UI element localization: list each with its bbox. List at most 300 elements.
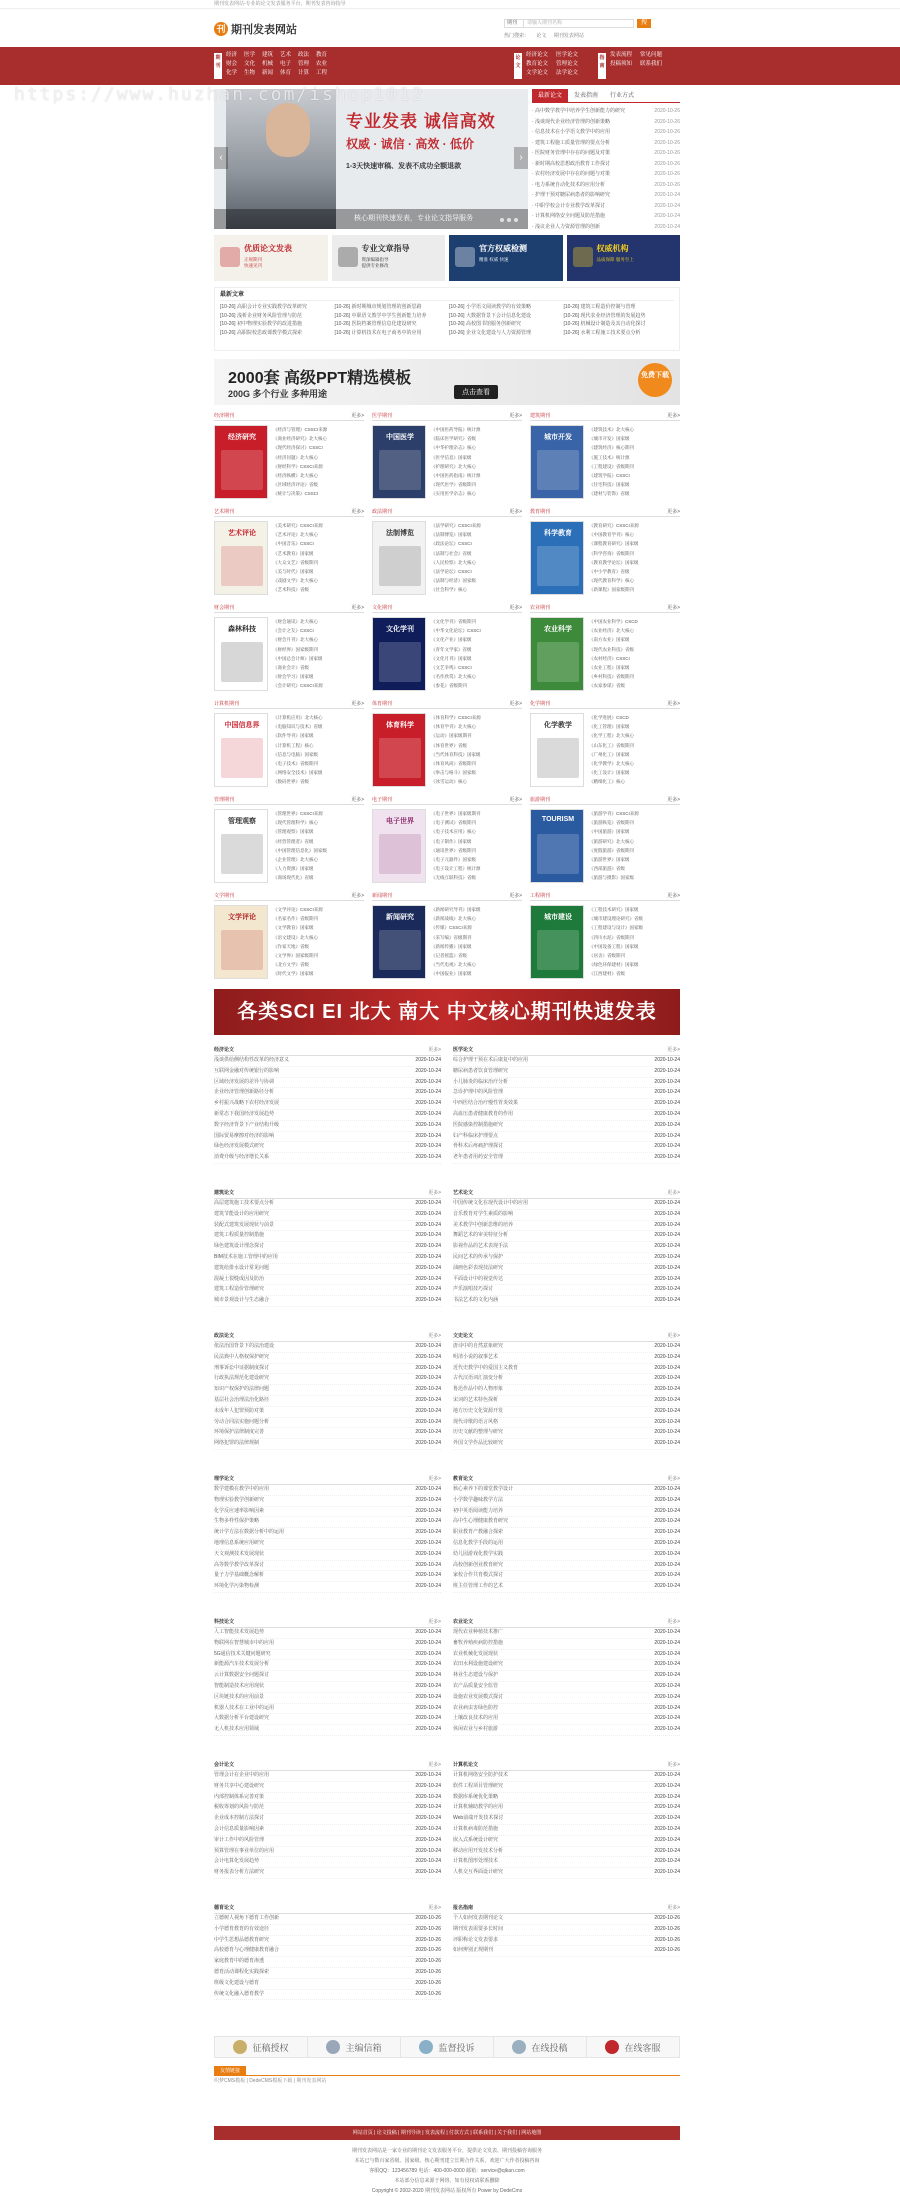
nav-link[interactable]: 法学论文 [556,70,579,76]
journal-category-name[interactable]: 经济期刊 [214,413,235,419]
journal-link[interactable]: 《网络安全技术》国家级 [273,770,323,776]
journal-category-name[interactable]: 文化期刊 [372,605,393,611]
journal-more-link[interactable]: 更多> [509,509,522,515]
journal-link[interactable]: 《法学论坛》CSSCI [431,569,472,575]
journal-link[interactable]: 《法学研究》CSSCI来源 [431,523,481,528]
journal-cover-image[interactable] [214,713,268,787]
journal-link[interactable]: 《山东化工》省级期刊 [589,742,634,748]
journal-link[interactable]: 《名家名作》省级期刊 [273,916,318,922]
news-item[interactable] [532,222,680,233]
nav-link[interactable]: 艺术 [280,52,292,58]
journal-link[interactable]: 《建筑技术》北大核心 [589,427,634,432]
journal-link[interactable]: 《旅游学刊》CSSCI来源 [589,811,639,816]
journal-link[interactable]: 《旅游纵览》省级期刊 [589,820,634,826]
journal-link[interactable]: 《教育教学论坛》国家级 [589,559,639,565]
nav-link[interactable]: 常见问题 [640,52,663,58]
article-row[interactable] [214,1078,441,1089]
article-row[interactable] [214,1253,441,1264]
bottom-service-button[interactable] [401,2037,494,2057]
article-row[interactable] [214,1439,441,1450]
journal-link[interactable]: 《美与时代》国家级 [273,569,314,575]
footer-nav[interactable]: 网站首页 | 论文投稿 | 期刊导读 | 发表流程 | 付款方式 | 联系我们 | 关于我们 | 网站地图 [214,2126,680,2140]
article-row[interactable] [214,1825,441,1836]
journal-link[interactable]: 《法制博览》国家级 [431,532,472,538]
article-row[interactable] [214,1428,441,1439]
journal-cover-image[interactable] [530,521,584,595]
latest-article-link[interactable]: [10-26] 浅析企业财务风险管理与防范 [220,312,302,319]
news-item[interactable] [532,127,680,138]
nav-link[interactable]: 体育 [280,70,292,76]
journal-link[interactable]: 《文学界》国家级期刊 [273,953,318,959]
article-row[interactable] [453,1199,680,1210]
journal-category-name[interactable]: 教育期刊 [530,509,551,515]
journal-link[interactable]: 《中国管理信息化》国家级 [273,847,327,853]
article-row[interactable] [214,1650,441,1661]
bottom-service-button[interactable] [308,2037,401,2057]
journal-category-name[interactable]: 政法期刊 [372,509,393,515]
journal-more-link[interactable]: 更多> [351,605,364,611]
journal-category-name[interactable]: 体育期刊 [372,701,393,707]
article-row[interactable] [453,1418,680,1429]
article-more-link[interactable]: 更多> [667,1190,680,1196]
article-row[interactable] [214,1142,441,1153]
journal-more-link[interactable]: 更多> [509,797,522,803]
nav-link[interactable]: 文学论文 [526,70,549,76]
nav-link[interactable]: 投稿须知 [610,61,633,67]
journal-link[interactable]: 《财经界》国家级期刊 [273,646,318,652]
latest-article-link[interactable]: [10-26] 中职语文教学中学生创新能力培养 [334,312,427,319]
article-more-link[interactable]: 更多> [428,1333,441,1339]
journal-link[interactable]: 《当代体育科技》国家级 [431,751,481,757]
article-row[interactable] [453,1771,680,1782]
journal-link[interactable]: 《财会学习》国家级 [273,674,314,680]
article-row[interactable] [214,1628,441,1639]
journal-link[interactable]: 《艺术教育》国家级 [273,550,314,556]
journal-more-link[interactable]: 更多> [351,893,364,899]
banner-dot[interactable] [514,218,518,222]
journal-more-link[interactable]: 更多> [509,605,522,611]
article-row[interactable] [453,1121,680,1132]
journal-link[interactable]: 《现代农业科技》省级 [589,646,634,652]
journal-cover-image[interactable] [530,713,584,787]
journal-more-link[interactable]: 更多> [509,701,522,707]
nav-link[interactable]: 工程 [316,70,328,76]
journal-link[interactable]: 《住宅科技》国家级 [589,482,630,488]
article-row[interactable] [214,1803,441,1814]
journal-link[interactable]: 《科学咨询》省级期刊 [589,550,634,556]
article-row[interactable] [453,1704,680,1715]
journal-link[interactable]: 《中国报业》国家级 [431,971,472,977]
article-row[interactable] [453,1836,680,1847]
journal-cover-image[interactable] [372,425,426,499]
article-row[interactable] [214,1056,441,1067]
journal-link[interactable]: 《区域经济评论》省级 [273,482,318,488]
journal-link[interactable]: 《现代经济探讨》CSSCI [273,445,323,451]
hot-search-word[interactable]: 论文 [536,33,547,39]
article-row[interactable] [453,1517,680,1528]
journal-link[interactable]: 《电子技术应用》核心 [431,829,476,835]
article-list-name[interactable]: 理学论文 [214,1476,235,1482]
journal-category-name[interactable]: 工程期刊 [530,893,551,899]
article-row[interactable] [214,1714,441,1725]
journal-cover-image[interactable] [530,905,584,979]
journal-link[interactable]: 《工程建设》省级期刊 [589,463,634,469]
journal-link[interactable]: 《企业管理》北大核心 [273,857,318,863]
journal-link[interactable]: 《财会通讯》北大核心 [273,619,318,624]
journal-link[interactable]: 《中小学教育》省级 [589,569,630,575]
article-row[interactable] [453,1210,680,1221]
journal-more-link[interactable]: 更多> [351,797,364,803]
article-list-name[interactable]: 会计论文 [214,1762,235,1768]
nav-link[interactable]: 医学论文 [556,52,579,58]
article-row[interactable] [214,1264,441,1275]
latest-article-link[interactable]: [10-26] 建筑工程造价控制与管理 [563,304,636,310]
article-more-link[interactable]: 更多> [428,1762,441,1768]
article-list-name[interactable]: 农业论文 [453,1619,474,1625]
article-row[interactable] [453,1142,680,1153]
journal-cover-image[interactable] [530,617,584,691]
journal-link[interactable]: 《无线互联科技》省级 [431,875,476,881]
journal-link[interactable]: 《电脑知识与技术》省级 [273,724,323,730]
article-more-link[interactable]: 更多> [667,1905,680,1911]
article-row[interactable] [453,1868,680,1879]
journal-category-name[interactable]: 建筑期刊 [530,413,551,419]
news-item[interactable] [532,106,680,117]
journal-link[interactable]: 《中国设备工程》国家级 [589,943,639,949]
journal-link[interactable]: 《现代教育科学》核心 [589,578,634,584]
journal-link[interactable]: 《城市建设理论研究》省级 [589,916,643,922]
nav-link[interactable]: 医学 [244,52,256,58]
article-list-name[interactable]: 计算机论文 [453,1762,479,1768]
article-row[interactable] [453,1693,680,1704]
nav-link[interactable]: 财会 [226,61,238,67]
news-item[interactable] [532,169,680,180]
article-row[interactable] [453,1374,680,1385]
article-more-link[interactable]: 更多> [428,1190,441,1196]
bottom-service-button[interactable] [587,2037,679,2057]
article-row[interactable] [453,1396,680,1407]
article-row[interactable] [214,1550,441,1561]
journal-link[interactable]: 《旅游与摄影》国家级 [589,875,634,881]
article-row[interactable] [214,1110,441,1121]
journal-link[interactable]: 《作家天地》省级 [273,943,309,949]
journal-link[interactable]: 《课程教育研究》国家级 [589,541,639,547]
article-row[interactable] [214,1385,441,1396]
nav-link[interactable]: 政法 [298,52,310,58]
journal-link[interactable]: 《中国旅游》国家级 [589,829,630,835]
journal-link[interactable]: 《语文建设》北大核心 [273,934,318,940]
journal-category-name[interactable]: 医学期刊 [372,413,393,419]
journal-cover-image[interactable] [372,713,426,787]
nav-link[interactable]: 建筑 [262,52,274,58]
latest-article-link[interactable]: [10-26] 高校图书馆服务创新研究 [449,321,521,327]
banner-dot[interactable] [500,218,504,222]
journal-category-name[interactable]: 新闻期刊 [372,893,393,899]
journal-link[interactable]: 《中国总会计师》国家级 [273,655,323,661]
article-row[interactable] [453,1275,680,1286]
article-row[interactable] [453,1364,680,1375]
journal-link[interactable]: 《传媒》CSSCI来源 [431,925,472,931]
nav-link[interactable]: 化学 [226,70,238,76]
journal-link[interactable]: 《施工技术》统计源 [589,454,630,460]
journal-link[interactable]: 《信息与电脑》国家级 [273,751,318,757]
journal-link[interactable]: 《经营管理者》省级 [273,838,314,844]
banner-next-icon[interactable]: › [514,147,528,169]
journal-link[interactable]: 《北方文学》省级 [273,962,309,968]
article-list-name[interactable]: 德育论文 [214,1905,235,1911]
article-row[interactable] [453,1264,680,1275]
latest-article-link[interactable]: [10-26] 大数据背景下会计信息化建设 [449,312,531,319]
news-item[interactable] [532,117,680,128]
journal-link[interactable]: 《工程技术研究》国家级 [589,907,639,912]
journal-cover-image[interactable] [530,425,584,499]
journal-link[interactable]: 《体育世界》省级 [431,742,467,748]
journal-more-link[interactable]: 更多> [351,413,364,419]
latest-article-link[interactable]: [10-26] 医院档案管理信息化建设研究 [334,321,417,327]
nav-link[interactable]: 新闻 [262,70,274,76]
article-list-name[interactable]: 经济论文 [214,1047,235,1053]
journal-link[interactable]: 《绿色环保建材》国家级 [589,962,639,968]
journal-link[interactable]: 《电子设计工程》统计源 [431,866,481,872]
journal-link[interactable]: 《文艺争鸣》CSSCI [431,665,472,671]
article-row[interactable] [453,1428,680,1439]
journal-link[interactable]: 《化学教学》北大核心 [589,761,634,767]
journal-link[interactable]: 《财会月刊》北大核心 [273,637,318,643]
journal-link[interactable]: 《化学工程》北大核心 [589,733,634,739]
article-row[interactable] [214,1364,441,1375]
article-row[interactable] [214,1507,441,1518]
journal-more-link[interactable]: 更多> [351,509,364,515]
journal-link[interactable]: 《新闻研究导刊》国家级 [431,907,481,912]
article-row[interactable] [453,1825,680,1836]
journal-link[interactable]: 《统计与决策》CSSCI [273,491,319,497]
journal-link[interactable]: 《软件导刊》国家级 [273,733,314,739]
article-row[interactable] [453,1385,680,1396]
article-row[interactable] [453,1847,680,1858]
journal-link[interactable]: 《电子世界》国家级期刊 [431,811,481,816]
article-row[interactable] [453,1496,680,1507]
journal-more-link[interactable]: 更多> [509,893,522,899]
journal-link[interactable]: 《现代医学》省级期刊 [431,482,476,488]
journal-more-link[interactable]: 更多> [351,701,364,707]
journal-link[interactable]: 《中国音乐》CSSCI [273,541,314,547]
journal-link[interactable]: 《管理世界》CSSCI来源 [273,811,323,816]
ppt-ad-banner[interactable] [214,359,680,405]
journal-category-name[interactable]: 电子期刊 [372,797,393,803]
journal-link[interactable]: 《管理观察》国家级 [273,829,314,835]
article-row[interactable] [453,1582,680,1593]
article-row[interactable] [214,1285,441,1296]
article-row[interactable] [214,1242,441,1253]
article-row[interactable] [453,1253,680,1264]
nav-link[interactable]: 教育 [316,52,328,58]
article-row[interactable] [214,1682,441,1693]
latest-article-link[interactable]: [10-26] 机械设计制造及其自动化探讨 [563,321,646,327]
journal-cover-image[interactable] [214,617,268,691]
journal-link[interactable]: 《新闻传播》国家级 [431,943,472,949]
article-row[interactable] [214,1342,441,1353]
article-row[interactable] [453,1342,680,1353]
article-row[interactable] [214,1793,441,1804]
journal-cover-image[interactable] [214,521,268,595]
tab-industry[interactable]: 行业方式 [610,93,635,99]
article-list-name[interactable]: 科技论文 [214,1619,235,1625]
article-row[interactable] [453,1660,680,1671]
journal-link[interactable]: 《城市开发》国家级 [589,436,630,442]
article-row[interactable] [453,1682,680,1693]
article-more-link[interactable]: 更多> [667,1619,680,1625]
article-row[interactable] [214,1067,441,1078]
nav-link[interactable]: 生物 [244,70,256,76]
article-list-name[interactable]: 文史论文 [453,1333,474,1339]
journal-cover-image[interactable] [214,809,268,883]
journal-link[interactable]: 《通讯世界》省级期刊 [431,847,476,853]
journal-link[interactable]: 《中国医药指南》统计源 [431,473,481,479]
journal-link[interactable]: 《体育科学》CSSCI来源 [431,715,481,720]
search-input[interactable]: 请输入期刊名称 [524,19,634,28]
search-button[interactable]: 搜 [637,19,651,28]
article-list-name[interactable]: 政法论文 [214,1333,235,1339]
nav-link[interactable]: 计算 [298,70,310,76]
nav-link[interactable]: 电子 [280,61,292,67]
journal-category-name[interactable]: 文学期刊 [214,893,235,899]
journal-link[interactable]: 《当代电视》北大核心 [431,962,476,968]
article-more-link[interactable]: 更多> [667,1762,680,1768]
journal-link[interactable]: 《医学信息》国家级 [431,454,472,460]
journal-link[interactable]: 《中国农业科学》CSCD [589,619,638,624]
article-row[interactable] [214,1517,441,1528]
article-row[interactable] [214,1099,441,1110]
article-row[interactable] [453,1528,680,1539]
article-row[interactable] [453,1407,680,1418]
journal-link[interactable]: 《政法论坛》CSSCI [431,541,472,547]
article-row[interactable] [453,1439,680,1450]
nav-link[interactable]: 农业 [316,61,328,67]
news-item[interactable] [532,180,680,191]
journal-link[interactable]: 《艺术科技》省级 [273,587,309,593]
article-row[interactable] [453,1353,680,1364]
journal-link[interactable]: 《冰雪运动》核心 [431,779,467,785]
journal-link[interactable]: 《名作欣赏》北大核心 [431,674,476,680]
journal-link[interactable]: 《新课程》国家级期刊 [589,587,634,593]
article-row[interactable] [214,1704,441,1715]
journal-link[interactable]: 《社会科学》核心 [431,587,467,593]
journal-link[interactable]: 《化学进展》CSCD [589,715,629,720]
article-row[interactable] [214,1868,441,1879]
journal-link[interactable]: 《时代文学》国家级 [273,971,314,977]
article-row[interactable] [214,1407,441,1418]
journal-more-link[interactable]: 更多> [509,413,522,419]
article-row[interactable] [214,1968,441,1979]
article-row[interactable] [453,1221,680,1232]
article-row[interactable] [214,1936,441,1947]
article-more-link[interactable]: 更多> [667,1476,680,1482]
journal-link[interactable]: 《中国医药导报》统计源 [431,427,481,432]
article-row[interactable] [214,1857,441,1868]
journal-link[interactable]: 《广州化工》国家级 [589,751,630,757]
journal-link[interactable]: 《建筑学报》CSSCI [589,473,630,479]
article-row[interactable] [453,1507,680,1518]
article-row[interactable] [214,1725,441,1736]
news-item[interactable] [532,190,680,201]
article-row[interactable] [214,1946,441,1957]
nav-link[interactable]: 文化 [244,61,256,67]
article-row[interactable] [453,1650,680,1661]
journal-link[interactable]: 《法制与经济》国家级 [431,578,476,584]
journal-link[interactable]: 《中国教育学刊》核心 [589,532,634,538]
article-row[interactable] [453,1782,680,1793]
journal-link[interactable]: 《精细化工》核心 [589,779,625,785]
journal-link[interactable]: 《现代管理科学》核心 [273,820,318,826]
journal-link[interactable]: 《体育学刊》北大核心 [431,724,476,730]
article-row[interactable] [453,1946,680,1957]
article-row[interactable] [214,1914,441,1925]
article-row[interactable] [214,1418,441,1429]
journal-link[interactable]: 《数码世界》省级 [273,779,309,785]
article-row[interactable] [214,1671,441,1682]
journal-link[interactable]: 《农业工程》国家级 [589,665,630,671]
journal-link[interactable]: 《文化学刊》省级期刊 [431,619,476,624]
nav-link[interactable]: 机械 [262,61,274,67]
journal-link[interactable]: 《运动》国家级期刊 [431,733,472,739]
article-list-name[interactable]: 报名指南 [453,1905,474,1911]
nav-link[interactable]: 管理 [298,61,310,67]
journal-link[interactable]: 《大众文艺》省级期刊 [273,559,318,565]
article-row[interactable] [214,1496,441,1507]
journal-link[interactable]: 《法制与社会》省级 [431,550,472,556]
journal-link[interactable]: 《青年文学家》省级 [431,646,472,652]
article-row[interactable] [453,1639,680,1650]
article-row[interactable] [453,1110,680,1121]
article-row[interactable] [453,1914,680,1925]
article-list-name[interactable]: 医学论文 [453,1047,474,1053]
article-row[interactable] [214,1660,441,1671]
article-row[interactable] [453,1628,680,1639]
latest-article-link[interactable]: [10-26] 高职院校思政课教学模式探索 [220,329,302,336]
article-row[interactable] [453,1099,680,1110]
journal-link[interactable]: 《美术研究》CSSCI来源 [273,523,323,528]
article-row[interactable] [453,1485,680,1496]
article-row[interactable] [214,1153,441,1164]
journal-link[interactable]: 《商业会计》省级 [273,665,309,671]
article-row[interactable] [214,1925,441,1936]
article-row[interactable] [214,1814,441,1825]
article-row[interactable] [453,1671,680,1682]
article-row[interactable] [214,1088,441,1099]
article-row[interactable] [214,1582,441,1593]
journal-link[interactable]: 《拳击与格斗》国家级 [431,770,476,776]
journal-link[interactable]: 《建材与装饰》省级 [589,491,630,497]
article-row[interactable] [453,1088,680,1099]
article-row[interactable] [214,1957,441,1968]
article-row[interactable] [214,1990,441,2001]
news-item[interactable] [532,138,680,149]
service-box[interactable] [449,235,563,281]
article-row[interactable] [453,1857,680,1868]
article-row[interactable] [453,1561,680,1572]
journal-link[interactable]: 《新闻战线》北大核心 [431,916,476,922]
article-row[interactable] [214,1528,441,1539]
article-row[interactable] [214,1979,441,1990]
journal-link[interactable]: 《采写编》省级期刊 [431,934,472,940]
journal-link[interactable]: 《电子制作》国家级 [431,838,472,844]
article-row[interactable] [453,1078,680,1089]
journal-link[interactable]: 《临床医学研究》省级 [431,436,476,442]
site-logo[interactable] [214,21,297,37]
journal-link[interactable]: 《参花》省级期刊 [431,683,467,689]
journal-more-link[interactable]: 更多> [667,509,680,515]
journal-link[interactable]: 《工程建设与设计》国家级 [589,925,643,931]
